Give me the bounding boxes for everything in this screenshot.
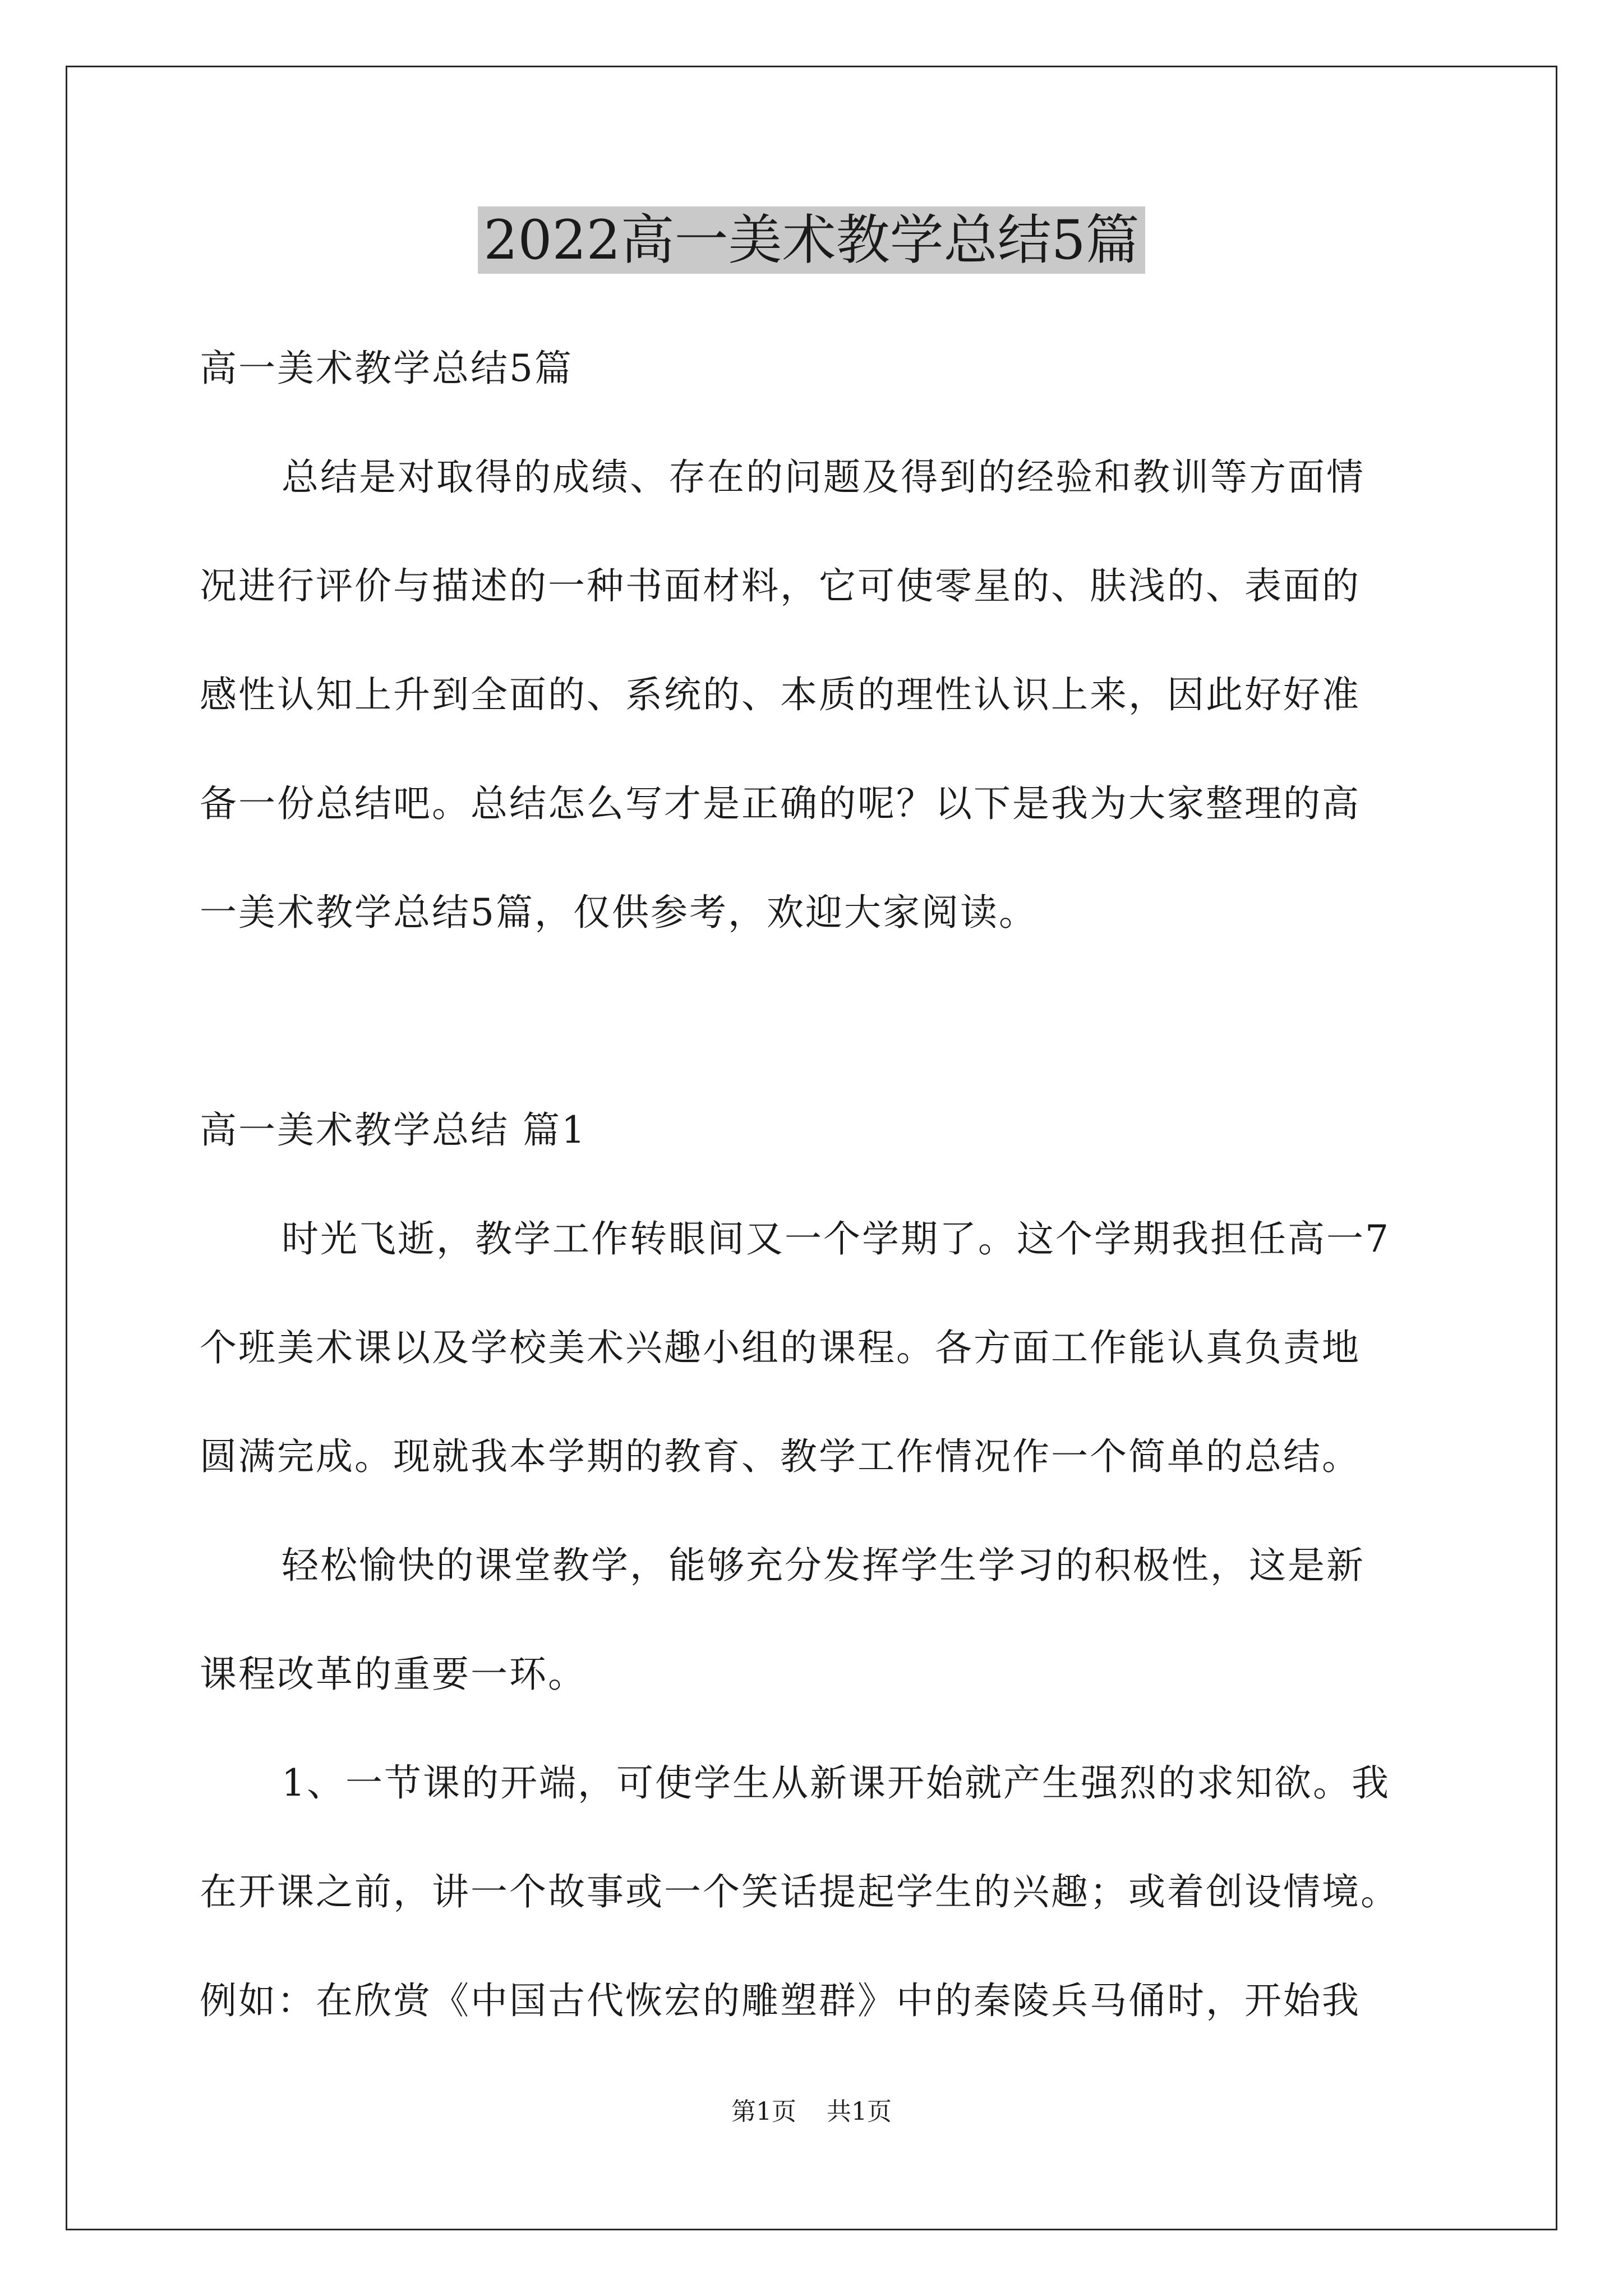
- body-text-line: 在开课之前，讲一个故事或一个笑话提起学生的兴趣；或着创设情境。: [200, 1870, 1399, 1913]
- body-text-line: 感性认知上升到全面的、系统的、本质的理性认识上来，因此好好准: [200, 673, 1361, 716]
- document-title-text: 2022高一美术教学总结5篇: [478, 206, 1145, 274]
- body-text-line: 高一美术教学总结5篇: [200, 347, 573, 390]
- body-text-line: 轻松愉快的课堂教学，能够充分发挥学生学习的积极性，这是新: [282, 1544, 1365, 1587]
- page-total: 共1页: [827, 2097, 892, 2126]
- body-text-line: 课程改革的重要一环。: [200, 1653, 587, 1696]
- body-text-line: 圆满完成。现就我本学期的教育、教学工作情况作一个简单的总结。: [200, 1435, 1361, 1478]
- document-title: [0, 206, 1623, 274]
- blank-line: [200, 967, 1433, 1076]
- body-text-line: 例如：在欣赏《中国古代恢宏的雕塑群》中的秦陵兵马俑时，开始我: [200, 1979, 1361, 2022]
- page-footer: [0, 2095, 1623, 2129]
- body-text-line: 备一份总结吧。总结怎么写才是正确的呢？以下是我为大家整理的高: [200, 782, 1361, 825]
- body-text-line: 个班美术课以及学校美术兴趣小组的课程。各方面工作能认真负责地: [200, 1326, 1361, 1369]
- body-text-line: 时光飞逝，教学工作转眼间又一个学期了。这个学期我担任高一7: [282, 1217, 1390, 1260]
- body-text-line: 高一美术教学总结 篇1: [200, 1108, 587, 1152]
- body-text-line: 况进行评价与描述的一种书面材料，它可使零星的、肤浅的、表面的: [200, 564, 1361, 608]
- body-text-line: 一美术教学总结5篇，仅供参考，欢迎大家阅读。: [200, 891, 1038, 934]
- body-text-line: 总结是对取得的成绩、存在的问题及得到的经验和教训等方面情: [282, 455, 1365, 499]
- body-text-line: 1、一节课的开端，可使学生从新课开始就产生强烈的求知欲。我: [282, 1761, 1390, 1805]
- page-number: 第1页: [731, 2097, 796, 2126]
- document-body: [200, 314, 1433, 2055]
